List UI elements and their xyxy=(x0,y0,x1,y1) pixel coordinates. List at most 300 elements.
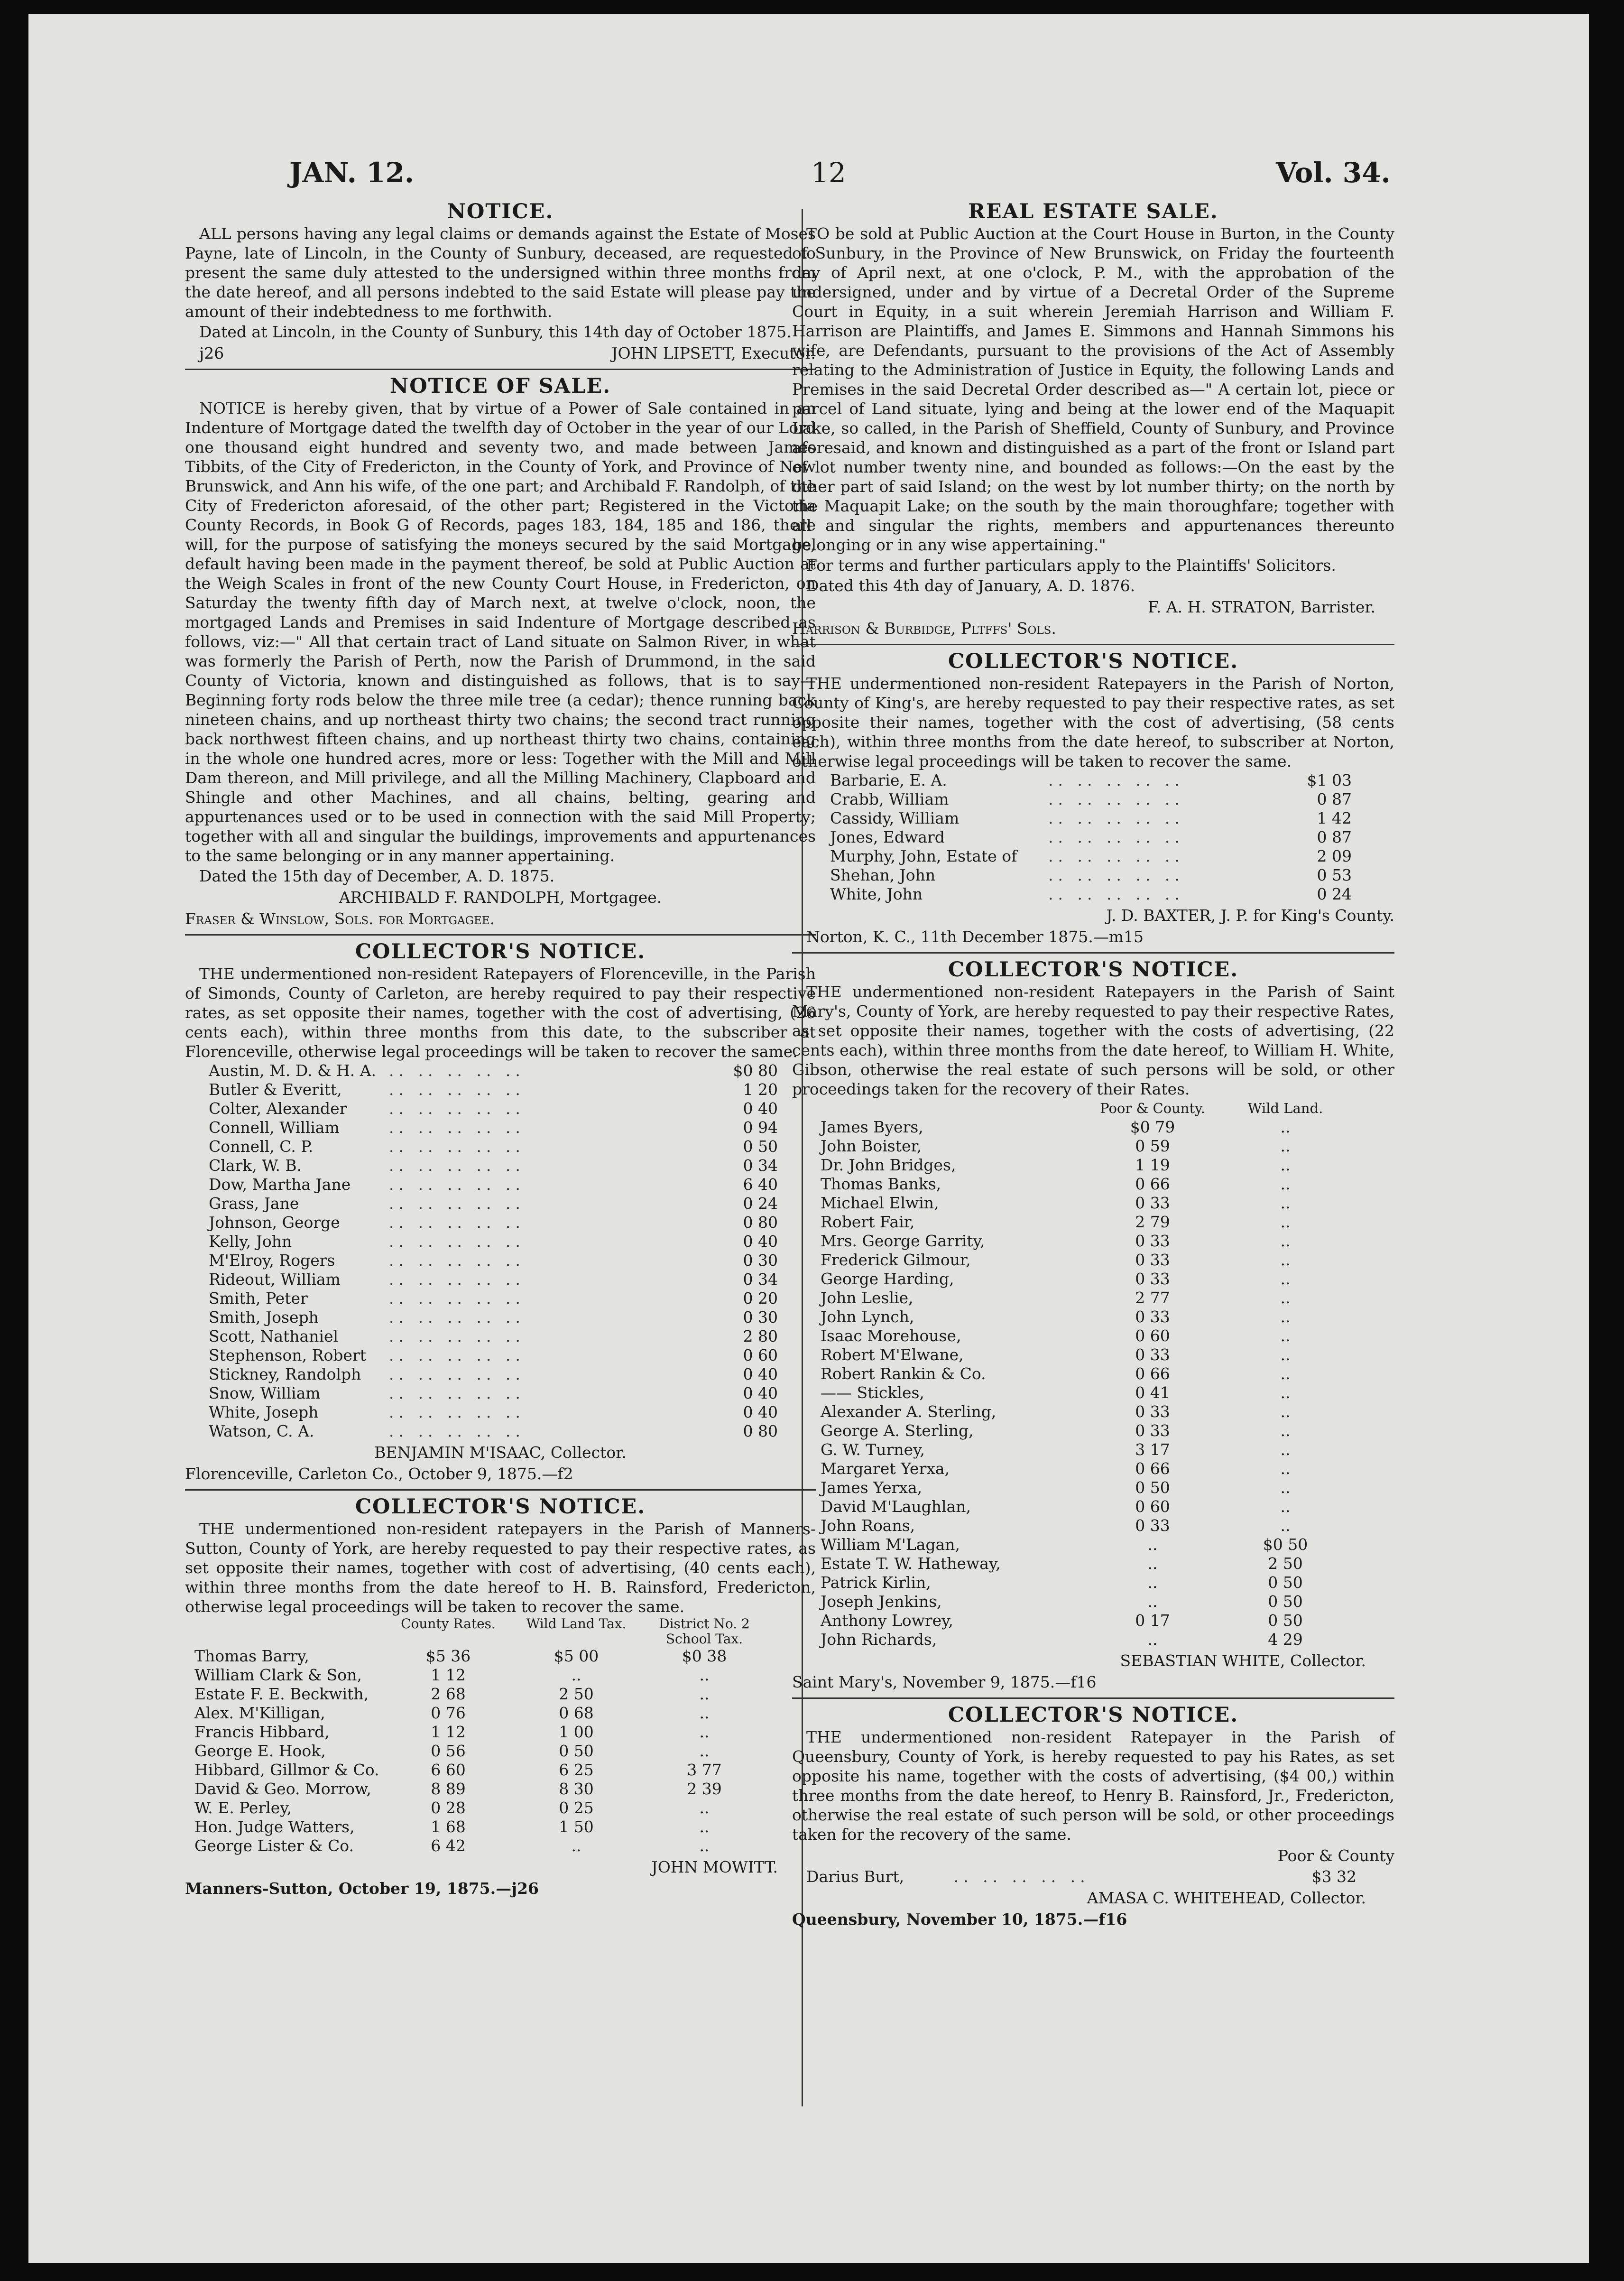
poor-county-rate: 0 33 xyxy=(1135,1251,1170,1269)
wild-land-rate: .. xyxy=(1280,1213,1291,1231)
ratepayer-name: Robert Rankin & Co. xyxy=(821,1364,986,1383)
section-rule xyxy=(792,1697,1394,1699)
ratepayer-name: Barbarie, E. A. xyxy=(830,771,947,789)
wild-land-rate: $0 50 xyxy=(1263,1535,1308,1554)
dot-leader: .. .. .. .. .. xyxy=(389,1194,525,1213)
signature-row xyxy=(185,343,816,363)
table-row xyxy=(821,1307,1352,1326)
wild-land-rate: .. xyxy=(1280,1402,1291,1421)
ratepayer-name: Jones, Edward xyxy=(830,828,945,846)
dot-leader: .. .. .. .. .. xyxy=(1048,809,1184,827)
school-tax: .. xyxy=(699,1666,710,1684)
poor-county-rate: 2 79 xyxy=(1135,1213,1170,1231)
table-row xyxy=(830,809,1352,828)
table-row xyxy=(821,1232,1352,1251)
table-row xyxy=(209,1137,778,1156)
dot-leader: .. .. .. .. .. xyxy=(389,1365,525,1383)
ratepayer-name: Grass, Jane xyxy=(209,1194,299,1213)
ratepayer-name: Frederick Gilmour, xyxy=(821,1251,971,1269)
poor-county-rate: .. xyxy=(1147,1630,1158,1649)
dot-leader: .. .. .. .. .. xyxy=(389,1346,525,1364)
school-tax: .. xyxy=(699,1799,710,1817)
notice-estate-payne xyxy=(185,199,816,363)
notice-body: THE undermentioned non-resident Ratepayer in the Parish of Queensbury, County of York, is hereby requested to pay his Rates, as set opposite his name, together with the costs of advertising, ($4 00,) within three months from the date hereof, to Henry B. Rainsford, Jr., Fredericton, otherwise the real estate of such person will be sold, or other proceedings taken for the recovery of the same. xyxy=(792,1728,1394,1844)
signature: BENJAMIN M'ISAAC, Collector. xyxy=(374,1443,627,1462)
school-tax: .. xyxy=(699,1723,710,1741)
table-row xyxy=(821,1440,1352,1459)
school-tax: .. xyxy=(699,1685,710,1703)
collector-notice-queensbury xyxy=(792,1703,1394,1929)
ratepayer-name: Mrs. George Garrity, xyxy=(821,1232,985,1250)
wild-land-rate: .. xyxy=(1280,1345,1291,1364)
ratepayer-name: Anthony Lowrey, xyxy=(821,1611,953,1630)
ratepayer-table xyxy=(821,1099,1352,1649)
ratepayer-name: Isaac Morehouse, xyxy=(821,1326,961,1345)
wild-land-tax: 1 50 xyxy=(559,1817,594,1836)
notice-title: COLLECTOR'S NOTICE. xyxy=(948,649,1239,673)
ratepayer-name: Hibbard, Gillmor & Co. xyxy=(194,1761,379,1779)
collector-notice-saint-marys xyxy=(792,957,1394,1692)
rate-amount: 0 60 xyxy=(743,1346,778,1364)
wild-land-rate: 0 50 xyxy=(1268,1592,1303,1611)
notice-body: THE undermentioned non-resident Ratepayers in the Parish of Saint Mary's, County of York, are hereby requested to pay their respective Rates, as set opposite their names, together with the costs of advertising, (22 cents each), within three months from the date hereof, to William H. White, Gibson, otherwise the real estate of such persons will be sold, or other proceedings taken for the recovery of their Rates. xyxy=(792,983,1394,1098)
ratepayer-name: Austin, M. D. & H. A. xyxy=(209,1061,377,1080)
table-row xyxy=(209,1061,778,1080)
table-row xyxy=(209,1156,778,1175)
table-row xyxy=(806,1867,1356,1886)
ratepayer-name: John Richards, xyxy=(821,1630,937,1649)
table-row xyxy=(821,1251,1352,1270)
rate-amount: 0 53 xyxy=(1317,866,1352,884)
table-row xyxy=(821,1270,1352,1289)
rate-amount: 0 80 xyxy=(743,1422,778,1440)
dot-leader: .. .. .. .. .. xyxy=(389,1384,525,1402)
signature: JOHN LIPSETT, Executor. xyxy=(611,344,816,362)
table-row xyxy=(821,1592,1352,1611)
table-row xyxy=(821,1497,1352,1516)
notice-body: THE undermentioned non-resident Ratepayers of Florenceville, in the Parish of Simonds, County of Carleton, are hereby required to pay their respective rates, as set opposite their names, together with the cost of advertising, (26 cents each), within three months from this date, to the subscriber at Florenceville, otherwise legal proceedings will be taken to recover the same. xyxy=(185,964,816,1061)
rate-amount: 0 87 xyxy=(1317,828,1352,846)
notice-dated: Dated at Lincoln, in the County of Sunbury, this 14th day of October 1875. xyxy=(199,323,792,341)
insertion-code: j26 xyxy=(199,344,224,362)
header-spacer xyxy=(194,1616,384,1647)
rate-amount: 0 40 xyxy=(743,1384,778,1402)
table-row xyxy=(209,1251,778,1270)
ratepayer-name: Hon. Judge Watters, xyxy=(194,1817,355,1836)
poor-county-rate: .. xyxy=(1147,1535,1158,1554)
ratepayer-name: Dow, Martha Jane xyxy=(209,1175,351,1194)
dot-leader: .. .. .. .. .. xyxy=(389,1080,525,1099)
notice-title: COLLECTOR'S NOTICE. xyxy=(948,1703,1239,1727)
table-row xyxy=(830,847,1352,866)
ratepayer-name: Estate T. W. Hatheway, xyxy=(821,1554,1001,1573)
poor-county-rate: 0 33 xyxy=(1135,1270,1170,1288)
wild-land-rate: 0 50 xyxy=(1268,1573,1303,1592)
table-row xyxy=(194,1647,768,1666)
solicitors: Fraser & Winslow, Sols. for Mortgagee. xyxy=(185,909,495,928)
poor-county-rate: 2 77 xyxy=(1135,1289,1170,1307)
ratepayer-name: Johnson, George xyxy=(209,1213,340,1232)
poor-county-rate: 0 60 xyxy=(1135,1497,1170,1516)
table-row xyxy=(830,790,1352,809)
county-rate: 6 42 xyxy=(431,1836,466,1855)
school-tax: .. xyxy=(699,1836,710,1855)
table-row xyxy=(209,1365,778,1384)
ratepayer-name: John Boister, xyxy=(821,1137,922,1155)
rate-amount: 0 87 xyxy=(1317,790,1352,808)
dot-leader: .. .. .. .. .. xyxy=(1048,847,1184,865)
school-tax: .. xyxy=(699,1704,710,1722)
dot-leader: .. .. .. .. .. xyxy=(1048,771,1184,789)
notice-title: NOTICE OF SALE. xyxy=(389,374,611,398)
table-row xyxy=(830,771,1352,790)
ratepayer-name: Rideout, William xyxy=(209,1270,341,1289)
ratepayer-name: Murphy, John, Estate of xyxy=(830,847,1017,865)
dot-leader: .. .. .. .. .. xyxy=(389,1422,525,1440)
table-row xyxy=(209,1403,778,1422)
rate-amount: $1 03 xyxy=(1307,771,1352,789)
wild-land-rate: .. xyxy=(1280,1289,1291,1307)
table-row xyxy=(194,1723,768,1742)
dot-leader: .. .. .. .. .. xyxy=(389,1118,525,1137)
county-rate: 8 89 xyxy=(431,1780,466,1798)
ratepayer-name: Margaret Yerxa, xyxy=(821,1459,950,1478)
real-estate-sale xyxy=(792,199,1394,638)
collector-notice-manners-sutton xyxy=(185,1494,816,1898)
school-tax: 3 77 xyxy=(687,1761,722,1779)
ratepayer-name: Thomas Banks, xyxy=(821,1175,941,1193)
wild-land-rate: .. xyxy=(1280,1383,1291,1402)
poor-county-rate: .. xyxy=(1147,1554,1158,1573)
table-row xyxy=(209,1194,778,1213)
rate-amount: 0 40 xyxy=(743,1365,778,1383)
ratepayer-name: Connell, C. P. xyxy=(209,1137,314,1156)
table-row xyxy=(821,1289,1352,1307)
ratepayer-name: Stickney, Randolph xyxy=(209,1365,361,1383)
school-tax: .. xyxy=(699,1742,710,1760)
notice-of-sale xyxy=(185,374,816,928)
dot-leader: .. .. .. .. .. xyxy=(389,1137,525,1156)
dot-leader: .. .. .. .. .. xyxy=(1048,885,1184,903)
notice-title: COLLECTOR'S NOTICE. xyxy=(355,1495,646,1519)
wild-land-tax: 1 00 xyxy=(559,1723,594,1741)
dot-leader: .. .. .. .. .. xyxy=(1048,790,1184,808)
dot-leader: .. .. .. .. .. xyxy=(389,1327,525,1345)
rate-amount: $0 80 xyxy=(733,1061,778,1080)
wild-land-tax: 0 25 xyxy=(559,1799,594,1817)
section-rule xyxy=(185,1489,816,1491)
ratepayer-name: Crabb, William xyxy=(830,790,949,808)
table-row xyxy=(209,1270,778,1289)
ratepayer-table xyxy=(830,771,1352,904)
wild-land-rate: 2 50 xyxy=(1268,1554,1303,1573)
ratepayer-name: Patrick Kirlin, xyxy=(821,1573,931,1592)
ratepayer-name: Robert M'Elwane, xyxy=(821,1345,964,1364)
rate-amount: 2 80 xyxy=(743,1327,778,1345)
dot-leader: .. .. .. .. .. xyxy=(389,1099,525,1118)
wild-land-rate: .. xyxy=(1280,1421,1291,1440)
dot-leader: .. .. .. .. .. xyxy=(389,1156,525,1175)
poor-county-rate: 0 60 xyxy=(1135,1326,1170,1345)
ratepayer-name: —— Stickles, xyxy=(821,1383,924,1402)
table-row xyxy=(821,1611,1352,1630)
wild-land-rate: .. xyxy=(1280,1175,1291,1193)
table-row xyxy=(194,1666,768,1685)
rate-amount: 0 50 xyxy=(743,1137,778,1156)
ratepayer-table xyxy=(194,1616,768,1855)
ratepayer-name: Francis Hibbard, xyxy=(194,1723,330,1741)
page-number: 12 xyxy=(811,157,846,189)
notice-body: ALL persons having any legal claims or demands against the Estate of Moses Payne, late of Lincoln, in the County of Sunbury, deceased, are requested to present the same duly attested to the undersigned within three months from the date hereof, and all persons indebted to the said Estate will please pay the amount of their indebtedness to me forthwith. xyxy=(185,224,816,321)
rate-amount: 0 34 xyxy=(743,1270,778,1289)
wild-land-tax: .. xyxy=(571,1666,581,1684)
signature: AMASA C. WHITEHEAD, Collector. xyxy=(1087,1889,1366,1907)
notice-dated: Dated the 15th day of December, A. D. 1875. xyxy=(199,867,555,885)
notice-dated: Queensbury, November 10, 1875.—f16 xyxy=(792,1910,1127,1929)
table-row xyxy=(821,1459,1352,1478)
section-rule xyxy=(185,369,816,370)
table-row xyxy=(209,1080,778,1099)
dot-leader: .. .. .. .. .. xyxy=(389,1308,525,1326)
dot-leader: .. .. .. .. .. xyxy=(953,1867,1090,1886)
ratepayer-name: Stephenson, Robert xyxy=(209,1346,366,1364)
signature: F. A. H. STRATON, Barrister. xyxy=(1148,598,1375,616)
ratepayer-name: Kelly, John xyxy=(209,1232,292,1251)
poor-county-rate: 1 19 xyxy=(1135,1156,1170,1174)
ratepayer-name: William Clark & Son, xyxy=(194,1666,362,1684)
county-rate: 1 68 xyxy=(431,1817,466,1836)
header-spacer xyxy=(821,1099,1086,1118)
rate-amount: 0 24 xyxy=(1317,885,1352,903)
poor-county-rate: 3 17 xyxy=(1135,1440,1170,1459)
table-row xyxy=(821,1345,1352,1364)
wild-land-tax: .. xyxy=(571,1836,581,1855)
ratepayer-name: John Leslie, xyxy=(821,1289,914,1307)
ratepayer-name: Watson, C. A. xyxy=(209,1422,314,1440)
wild-land-rate: .. xyxy=(1280,1156,1291,1174)
rate-amount: 6 40 xyxy=(743,1175,778,1194)
table-row xyxy=(209,1118,778,1137)
wild-land-rate: .. xyxy=(1280,1232,1291,1250)
ratepayer-table xyxy=(806,1867,1356,1886)
notice-title: REAL ESTATE SALE. xyxy=(968,200,1218,223)
rate-amount: 2 09 xyxy=(1317,847,1352,865)
notice-dated: Florenceville, Carleton Co., October 9, 1875.—f2 xyxy=(185,1465,573,1483)
table-row xyxy=(830,828,1352,847)
ratepayer-name: William M'Lagan, xyxy=(821,1535,960,1554)
wild-land-tax: 8 30 xyxy=(559,1780,594,1798)
ratepayer-name: Alex. M'Killigan, xyxy=(194,1704,325,1722)
ratepayer-name: Shehan, John xyxy=(830,866,936,884)
table-row xyxy=(194,1761,768,1780)
wild-land-tax: 2 50 xyxy=(559,1685,594,1703)
ratepayer-table xyxy=(209,1061,778,1441)
ratepayer-name: John Roans, xyxy=(821,1516,915,1535)
volume-number: Vol. 34. xyxy=(1276,157,1391,189)
poor-county-rate: .. xyxy=(1147,1592,1158,1611)
school-tax: 2 39 xyxy=(687,1780,722,1798)
table-row xyxy=(209,1232,778,1251)
table-row xyxy=(821,1554,1352,1573)
collector-notice-florenceville xyxy=(185,939,816,1484)
rate-amount: 0 34 xyxy=(743,1156,778,1175)
table-row xyxy=(821,1156,1352,1175)
wild-land-rate: .. xyxy=(1280,1364,1291,1383)
table-row xyxy=(821,1118,1352,1137)
table-row xyxy=(194,1742,768,1761)
ratepayer-name: James Byers, xyxy=(821,1118,923,1136)
table-row xyxy=(209,1308,778,1327)
column-header: County Rates. xyxy=(401,1616,496,1632)
poor-county-rate: $0 79 xyxy=(1130,1118,1175,1136)
poor-county-rate: 0 66 xyxy=(1135,1459,1170,1478)
wild-land-rate: .. xyxy=(1280,1251,1291,1269)
table-row xyxy=(821,1326,1352,1345)
notice-body: TO be sold at Public Auction at the Court House in Burton, in the County of Sunbury, in the Province of New Brunswick, on Friday the fourteenth day of April next, at one o'clock, P. M., with the approbation of the undersigned, under and by virtue of a Decretal Order of the Supreme Court in Equity, in a suit wherein Jeremiah Harrison and William F. Harrison are Plaintiffs, and James E. Simmons and Hannah Simmons his wife, are Defendants, pursuant to the provisions of the Act of Assembly relating to the Administration of Justice in Equity, the following Lands and Premises in the said Decretal Order described as—" A certain lot, piece or parcel of Land situate, lying and being at the lower end of the Maquapit Lake, so called, in the Parish of Sheffield, County of Sunbury, and Province aforesaid, and known and distinguished as a part of the front or Island part of lot number twenty nine, and bounded as follows:—On the east by the other part of said Island; on the west by lot number thirty; on the north by the Maquapit Lake; on the south by the main thoroughfare; together with all and singular the rights, members and appurtenances thereunto belonging or in any wise appertaining." xyxy=(792,224,1394,554)
dot-leader: .. .. .. .. .. xyxy=(1048,866,1184,884)
ratepayer-name: George Lister & Co. xyxy=(194,1836,354,1855)
ratepayer-name: John Lynch, xyxy=(821,1307,914,1326)
ratepayer-name: W. E. Perley, xyxy=(194,1799,292,1817)
notice-terms: For terms and further particulars apply to the Plaintiffs' Solicitors. xyxy=(806,556,1336,575)
notice-body: THE undermentioned non-resident Ratepayers in the Parish of Norton, County of King's, are hereby requested to pay their respective rates, as set opposite their names, together with the cost of advertising, (58 cents each), within three months from the date hereof, to subscriber at Norton, otherwise legal proceedings will be taken to recover the same. xyxy=(792,674,1394,770)
issue-date: JAN. 12. xyxy=(289,157,415,189)
poor-county-rate: 0 33 xyxy=(1135,1345,1170,1364)
ratepayer-name: Smith, Peter xyxy=(209,1289,308,1307)
column-header: Poor & County. xyxy=(1100,1100,1205,1116)
poor-county-rate: 0 33 xyxy=(1135,1307,1170,1326)
wild-land-rate: 4 29 xyxy=(1268,1630,1303,1649)
ratepayer-name: Scott, Nathaniel xyxy=(209,1327,339,1345)
wild-land-rate: .. xyxy=(1280,1497,1291,1516)
ratepayer-name: Snow, William xyxy=(209,1384,321,1402)
dot-leader: .. .. .. .. .. xyxy=(389,1213,525,1232)
signature: SEBASTIAN WHITE, Collector. xyxy=(1120,1651,1366,1670)
ratepayer-name: Clark, W. B. xyxy=(209,1156,302,1175)
notice-body: THE undermentioned non-resident ratepayers in the Parish of Manners-Sutton, County of York, are hereby requested to pay their respective rates, as set opposite their names, together with cost of advertising, (40 cents each), within three months from the date hereof to H. B. Rainsford, Fredericton, otherwise legal proceedings will be taken to recover the same. xyxy=(185,1520,816,1616)
table-row xyxy=(821,1573,1352,1592)
ratepayer-name: Dr. John Bridges, xyxy=(821,1156,956,1174)
county-rate: 1 12 xyxy=(431,1666,466,1684)
dot-leader: .. .. .. .. .. xyxy=(1048,828,1184,846)
wild-land-rate: .. xyxy=(1280,1307,1291,1326)
poor-county-rate: 0 33 xyxy=(1135,1194,1170,1212)
ratepayer-name: George Harding, xyxy=(821,1270,954,1288)
table-row xyxy=(821,1137,1352,1156)
dot-leader: .. .. .. .. .. xyxy=(389,1289,525,1307)
wild-land-rate: .. xyxy=(1280,1478,1291,1497)
table-row xyxy=(194,1817,768,1836)
dot-leader: .. .. .. .. .. xyxy=(389,1251,525,1270)
column-header: Poor & County xyxy=(1277,1846,1394,1865)
ratepayer-name: White, Joseph xyxy=(209,1403,319,1421)
table-row xyxy=(830,866,1352,885)
ratepayer-name: George E. Hook, xyxy=(194,1742,326,1760)
rate-amount: 1 20 xyxy=(743,1080,778,1099)
wild-land-rate: .. xyxy=(1280,1326,1291,1345)
solicitors: Harrison & Burbidge, Pltffs' Sols. xyxy=(792,619,1056,638)
dot-leader: .. .. .. .. .. xyxy=(389,1175,525,1194)
table-row xyxy=(821,1421,1352,1440)
rate-amount: 0 40 xyxy=(743,1403,778,1421)
poor-county-rate: 0 66 xyxy=(1135,1175,1170,1193)
poor-county-rate: .. xyxy=(1147,1573,1158,1592)
rate-amount: 0 20 xyxy=(743,1289,778,1307)
county-rate: 6 60 xyxy=(431,1761,466,1779)
section-rule xyxy=(792,644,1394,645)
ratepayer-name: White, John xyxy=(830,885,923,903)
dot-leader: .. .. .. .. .. xyxy=(389,1232,525,1251)
table-row xyxy=(209,1346,778,1365)
ratepayer-name: Robert Fair, xyxy=(821,1213,915,1231)
table-row xyxy=(821,1402,1352,1421)
table-row xyxy=(821,1535,1352,1554)
county-rate: 0 28 xyxy=(431,1799,466,1817)
table-row xyxy=(194,1685,768,1704)
wild-land-rate: .. xyxy=(1280,1440,1291,1459)
ratepayer-name: Butler & Everitt, xyxy=(209,1080,342,1099)
column-header: Wild Land Tax. xyxy=(526,1616,627,1632)
table-row xyxy=(194,1780,768,1799)
rate-amount: 0 80 xyxy=(743,1213,778,1232)
wild-land-rate: .. xyxy=(1280,1137,1291,1155)
right-column xyxy=(792,199,1394,1935)
ratepayer-name: Darius Burt, xyxy=(806,1867,904,1886)
ratepayer-name: Colter, Alexander xyxy=(209,1099,347,1118)
poor-county-rate: 0 41 xyxy=(1135,1383,1170,1402)
table-row xyxy=(821,1630,1352,1649)
table-row xyxy=(209,1422,778,1441)
rate-amount: 0 40 xyxy=(743,1232,778,1251)
poor-county-rate: 0 66 xyxy=(1135,1364,1170,1383)
table-row xyxy=(821,1364,1352,1383)
notice-dated: Norton, K. C., 11th December 1875.—m15 xyxy=(806,927,1144,946)
ratepayer-name: M'Elroy, Rogers xyxy=(209,1251,335,1270)
table-row xyxy=(209,1099,778,1118)
ratepayer-name: Thomas Barry, xyxy=(194,1647,309,1665)
notice-title: COLLECTOR'S NOTICE. xyxy=(948,958,1239,982)
section-rule xyxy=(185,934,816,936)
notice-body: NOTICE is hereby given, that by virtue of a Power of Sale contained in an Indenture of Mortgage dated the twelfth day of October in the year of our Lord one thousand eight hundred and seventy two, and made between James Tibbits, of the City of Fredericton, in the County of York, and Province of New Brunswick, and Ann his wife, of the one part; and Archibald F. Randolph, of the City of Fredericton aforesaid, of the other part; Registered in the Victoria County Records, in Book G of Records, pages 183, 184, 185 and 186, there will, for the purpose of satisfying the moneys secured by the said Mortgage, default having been made in the payment thereof, be sold at Public Auction at the Weigh Scales in front of the new County Court House, in Fredericton, on Saturday the twenty fifth day of March next, at twelve o'clock, noon, the mortgaged Lands and Premises in said Indenture of Mortgage described as follows, viz:—" All that certain tract of Land situate on Salmon River, in what was formerly the Parish of Perth, now the Parish of Drummond, in the said County of Victoria, known and distinguished as follows, that is to say—Beginning forty rods below the three mile tree (a cedar); thence running back nineteen chains, and up northeast thirty two chains; the second tract running back northwest fifteen chains, and up northeast thirty two chains, containing in the whole one hundred acres, more or less: Together with the Mill and Mill Dam thereon, and Mill privilege, and all the Milling Machinery, Clapboard and Shingle and other Machines, and all chains, belting, gearing and appurtenances used or to be used in connection with the said Mill Property; together with all and singular the buildings, improvements and appurtenances to the same belonging or in any manner appertaining. xyxy=(185,399,816,865)
county-rate: 0 56 xyxy=(431,1742,466,1760)
county-rate: 0 76 xyxy=(431,1704,466,1722)
notice-dated: Dated this 4th day of January, A. D. 1876. xyxy=(806,576,1135,595)
ratepayer-name: George A. Sterling, xyxy=(821,1421,974,1440)
rate-amount: 1 42 xyxy=(1317,809,1352,827)
table-row xyxy=(821,1478,1352,1497)
poor-county-rate: 0 33 xyxy=(1135,1402,1170,1421)
ratepayer-name: Alexander A. Sterling, xyxy=(821,1402,997,1421)
rate-amount: 0 40 xyxy=(743,1099,778,1118)
county-rate: $5 36 xyxy=(425,1647,471,1665)
notice-title: NOTICE. xyxy=(447,200,554,223)
table-row xyxy=(821,1516,1352,1535)
table-row xyxy=(821,1194,1352,1213)
table-row xyxy=(209,1289,778,1308)
poor-county-rate: 0 33 xyxy=(1135,1421,1170,1440)
school-tax: .. xyxy=(699,1817,710,1836)
dot-leader: .. .. .. .. .. xyxy=(389,1403,525,1421)
poor-county-rate: 0 33 xyxy=(1135,1516,1170,1535)
poor-county-rate: 0 33 xyxy=(1135,1232,1170,1250)
collector-notice-norton xyxy=(792,649,1394,946)
wild-land-tax: 0 68 xyxy=(559,1704,594,1722)
school-tax: $0 38 xyxy=(682,1647,727,1665)
table-row xyxy=(830,885,1352,904)
ratepayer-name: David & Geo. Morrow, xyxy=(194,1780,371,1798)
ratepayer-name: Smith, Joseph xyxy=(209,1308,319,1326)
table-header xyxy=(821,1099,1352,1118)
